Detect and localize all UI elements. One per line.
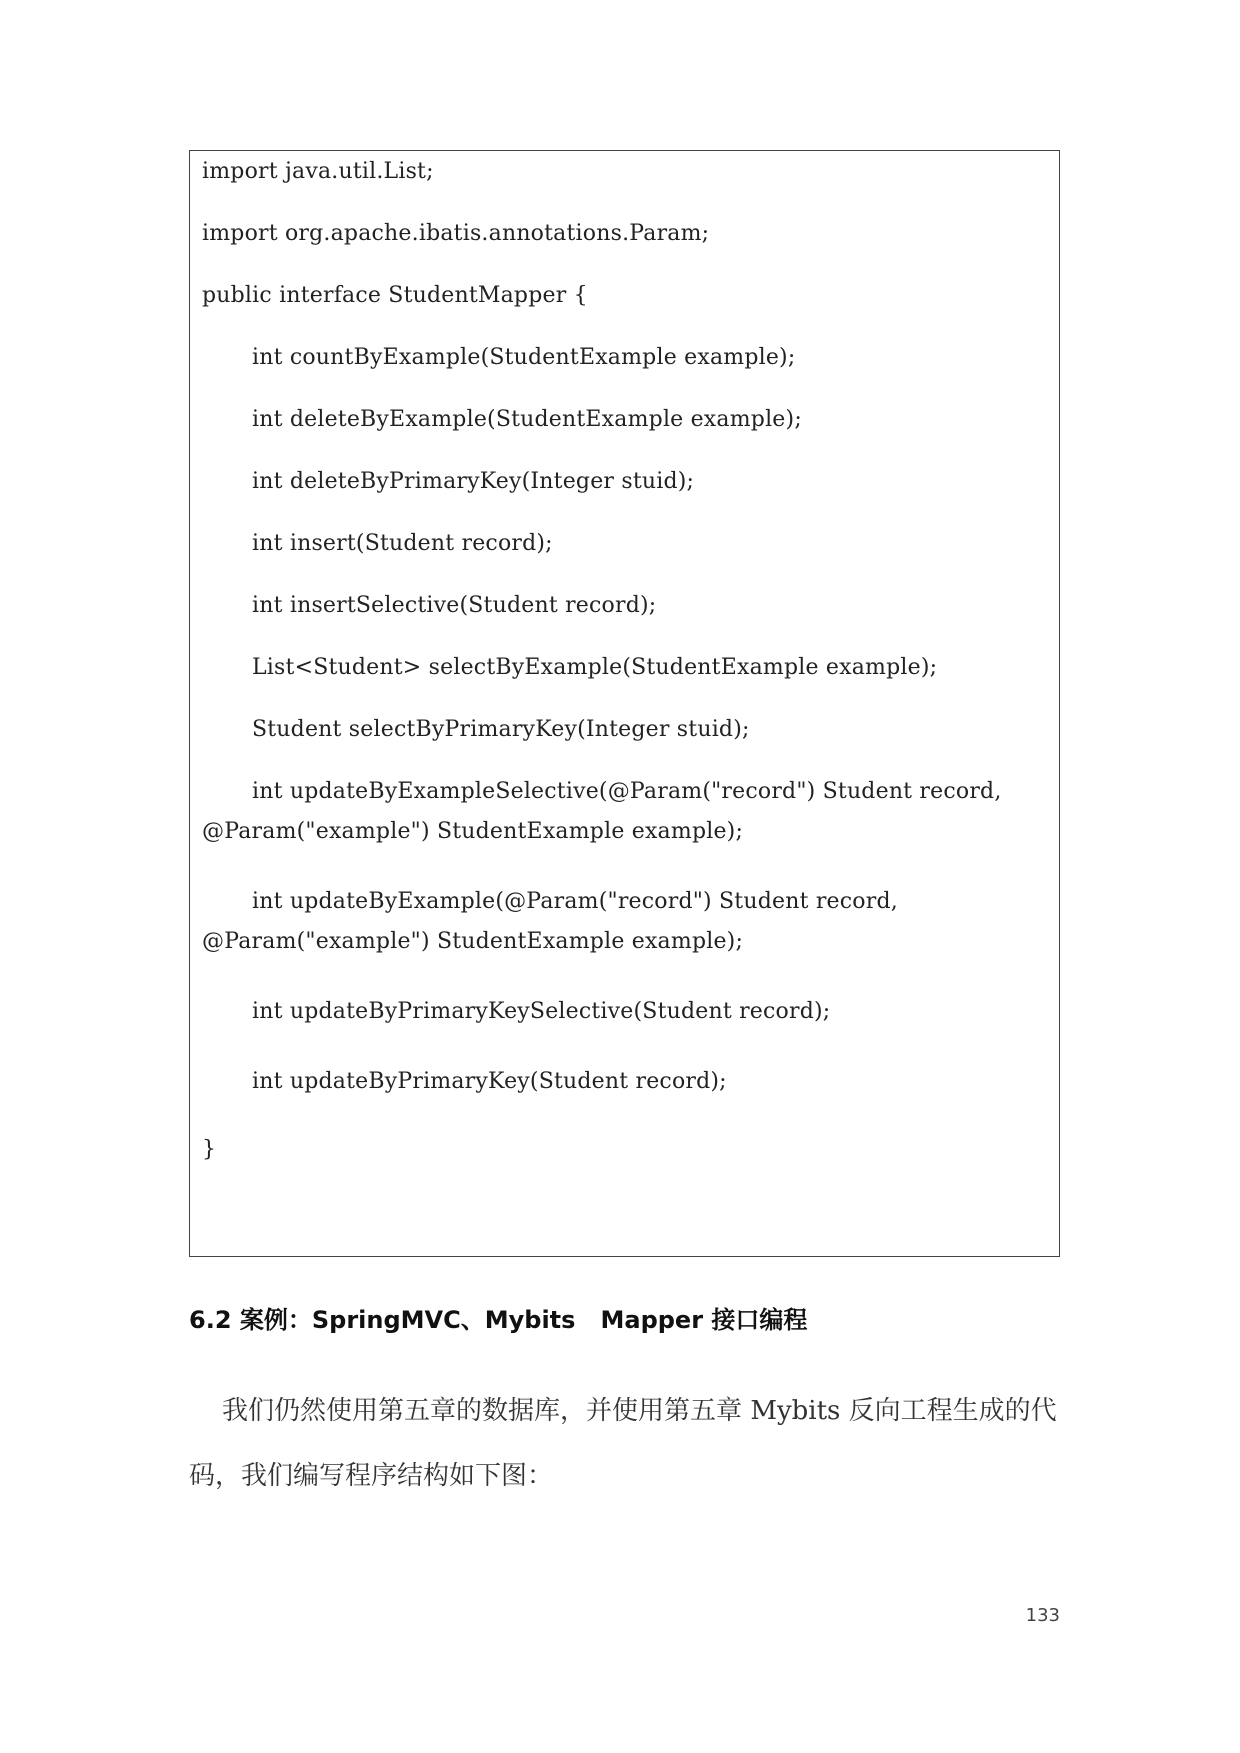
section-heading: 6.2 案例：SpringMVC、Mybits Mapper 接口编程 [189,1306,808,1334]
code-line: List<Student> selectByExample(StudentExample example); [252,655,938,680]
code-line: Student selectByPrimaryKey(Integer stuid); [252,717,750,742]
code-line: } [202,1137,217,1162]
code-line: int updateByExampleSelective(@Param("record") Student record, [252,779,1002,804]
code-block [189,150,1060,1257]
code-line: int updateByPrimaryKey(Student record); [252,1069,727,1094]
code-line: int insertSelective(Student record); [252,593,657,618]
code-line: int updateByPrimaryKeySelective(Student record); [252,999,831,1024]
page-number: 133 [1025,1605,1060,1626]
code-line: int updateByExample(@Param("record") Student record, [252,889,898,914]
code-line: int deleteByPrimaryKey(Integer stuid); [252,469,695,494]
code-line: @Param("example") StudentExample example); [202,819,744,844]
code-line: int insert(Student record); [252,531,553,556]
body-paragraph-line: 码，我们编写程序结构如下图： [189,1461,554,1491]
code-line: public interface StudentMapper { [202,283,588,308]
body-paragraph-line: 我们仍然使用第五章的数据库，并使用第五章 Mybits 反向工程生成的代 [189,1396,1057,1426]
code-line: import java.util.List; [202,159,434,184]
code-line: import org.apache.ibatis.annotations.Param; [202,221,710,246]
code-line: @Param("example") StudentExample example); [202,929,744,954]
code-line: int deleteByExample(StudentExample example); [252,407,802,432]
code-line: int countByExample(StudentExample example); [252,345,796,370]
